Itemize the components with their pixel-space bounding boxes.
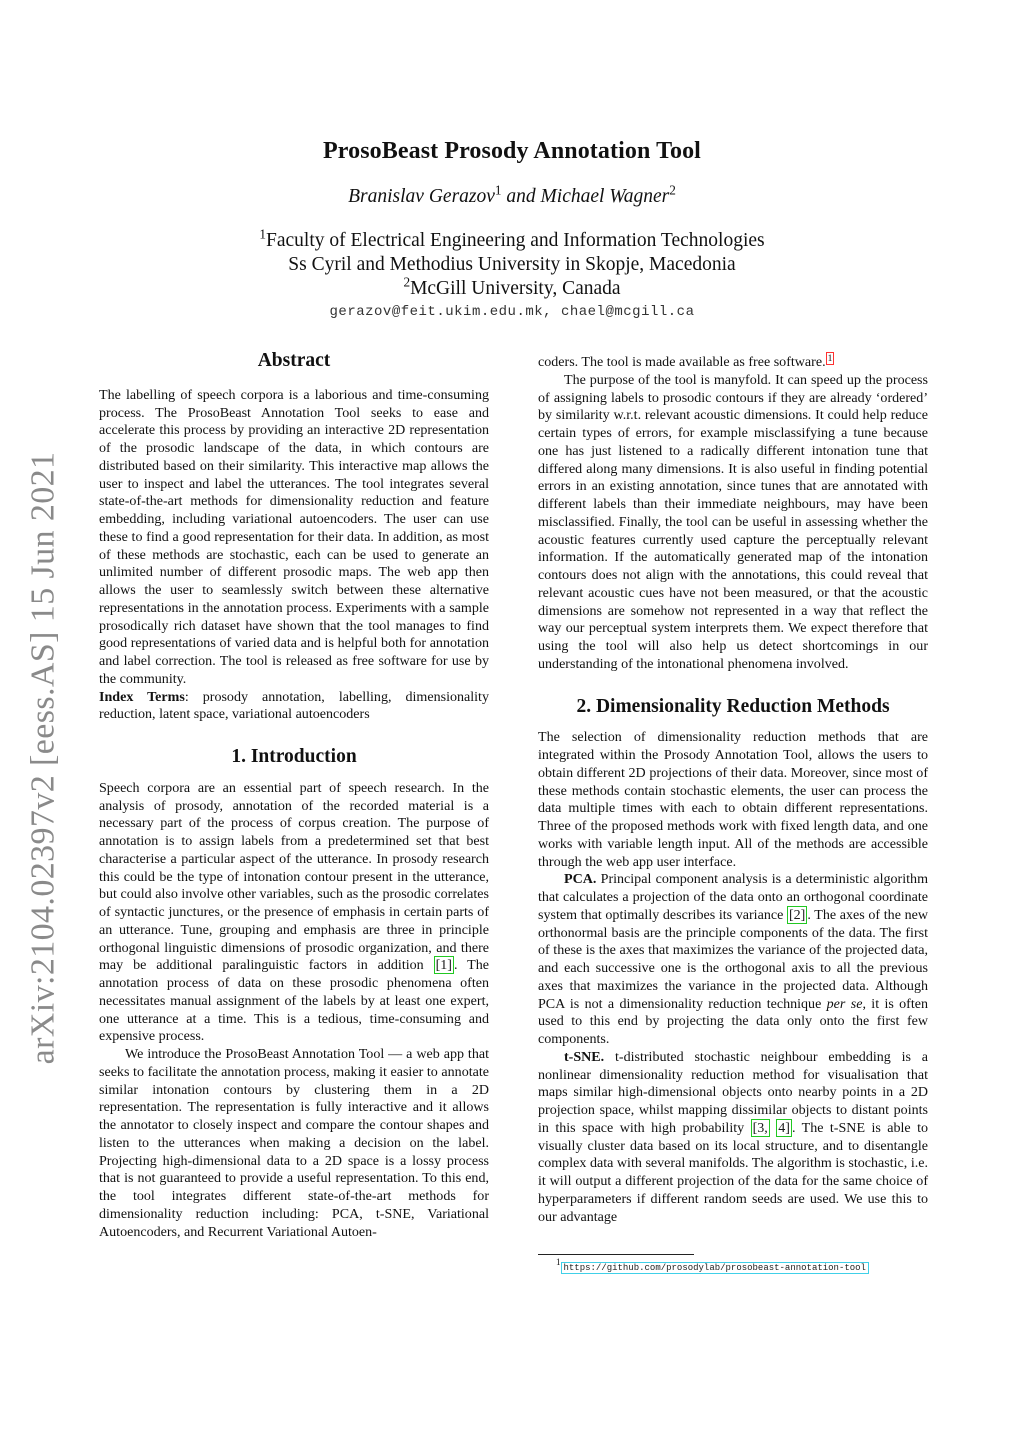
affiliation-1-line-2: Ss Cyril and Methodius University in Skopje, Macedonia — [288, 254, 736, 275]
arxiv-stamp-text: arXiv:2104.02397v2 [eess.AS] 15 Jun 2021 — [24, 451, 61, 1065]
author-2: Michael Wagner — [540, 186, 670, 207]
index-terms-text: : prosody annotation, labelling, dimensionality reduction, latent space, variational autoencoders — [99, 688, 489, 723]
pca-text-a: Principal component analysis is a deterministic algorithm that calculates a projection of the data onto an orthogonal coordinate system that optimally describes its variance — [538, 871, 928, 923]
intro-heading: 1. Introduction — [231, 746, 357, 767]
index-terms — [99, 689, 489, 725]
footnote-1-mark[interactable]: 1 — [827, 352, 833, 364]
intro-p1-part-b: . The annotation process of data on these prosodic phenomena often necessitates manual assignment of the labels by at least one expert, one utterance at a time. This is a tedious, time-consuming and expensive process. — [99, 957, 490, 1045]
intro-p1-part-a: Speech corpora are an essential part of speech research. In the analysis of prosody, annotation of the recorded material is a necessary part of the process of corpus creation. The purpose of annotation is to assign labels from a predetermined set that best characterise a particular aspect of the utterance. In prosody research this could be the type of intonation contour present in the utterance, but could also involve other variables, such as the prosodic correlates of syntactic junctures, or the presence of emphasis in certain parts of an utterance. Tune, grouping and emphasis are three in principle orthogonal linguistic dimensions of prosodic organization, and there may be additional paralinguistic factors in addition — [99, 779, 489, 974]
tsne-paragraph — [538, 1049, 928, 1227]
pca-text-c: , it is often used to this end by projecting the data only onto the first few components. — [538, 995, 929, 1047]
footnote-1-url[interactable]: https://github.com/prosodylab/prosobeast-annotation-tool — [561, 1262, 869, 1274]
tsne-text-a: t-distributed stochastic neighbour embedding is a nonlinear dimensionality reduction method for visualisation that maps similar high-dimensional objects onto nearby points in a 2D projection space, whilst mapping dissimilar objects to distant points in this space with high probability — [538, 1048, 928, 1136]
pca-text-b: . The axes of the new orthonormal basis are the principle components of the data. The first of these is the axes that maximizes the variance of the projected data, and each successive one is the orthogonal axis to all the previous axes that maximizes the variance in the projected data. Although PCA is not a dimensionality reduction technique — [538, 906, 928, 1012]
affiliation-2 — [0, 274, 1024, 300]
abstract-heading: Abstract — [257, 350, 331, 371]
index-terms-label: Index Terms — [99, 688, 185, 705]
per-se: per se — [826, 995, 863, 1012]
author-emails: gerazov@feit.ukim.edu.mk, chael@mcgill.ca — [329, 304, 695, 320]
citation-2[interactable]: [2] — [788, 906, 806, 923]
affil-1-text: Faculty of Electrical Engineering and Information Technologies — [266, 230, 765, 251]
author-1-affil: 1 — [494, 182, 502, 198]
citation-4[interactable]: 4] — [778, 1119, 790, 1136]
intro-paragraph-1 — [99, 780, 489, 1046]
intro-continuation — [538, 354, 928, 372]
footnote-rule — [538, 1254, 694, 1255]
right-column — [538, 354, 928, 1226]
tsne-label: t-SNE. — [564, 1048, 605, 1065]
footnote-1-number: 1 — [556, 1257, 561, 1267]
affil-1-mark: 1 — [259, 226, 266, 242]
left-column — [99, 352, 489, 1241]
pca-paragraph — [538, 871, 928, 1049]
intro-paragraph-2: We introduce the ProsoBeast Annotation Tool — a web app that seeks to facilitate the annotation process, making it easier to annotate similar intonation contours by clustering them in a 2D representation. The representation is fully interactive and it allows the annotator to closely inspect and compare the contour shapes and listen to the utterances when making a decision on the label. Projecting high-dimensional data to a 2D space is a lossy process that is not guaranteed to provide a useful representation. To this end, the tool integrates different state-of-the-art methods for dimensionality reduction including: PCA, t-SNE, Variational Autoencoders, and Recurrent Variational Autoen- — [99, 1046, 489, 1240]
pca-label: PCA. — [564, 871, 597, 888]
intro-cont-text: coders. The tool is made available as free software. — [538, 354, 826, 370]
citation-3[interactable]: [3, — [752, 1119, 768, 1136]
affil-2-mark: 2 — [403, 274, 411, 290]
citation-1[interactable]: [1] — [435, 957, 452, 974]
abstract-text: The labelling of speech corpora is a laborious and time-consuming process. The ProsoBeast Annotation Tool seeks to ease and accelerate this process by providing an interactive 2D representation of the prosodic landscape of the data, in which contours are distributed based on their similarity. This interactive map allows the user to inspect and label the utterances. The tool integrates several state-of-the-art methods for dimensionality reduction and feature embedding, including variational autoencoders. The user can use these to find a good representation for their data. In addition, as most of these methods are stochastic, each can be used to generate an unlimited number of different prosodic maps. The web app then allows the user to seamlessly switch between these alternative representations in the annotation process. Experiments with a sample prosodically rich dataset have shown that the tool manages to find good representations of varied data and is helpful both for annotation and label correction. The tool is released as free software for use by the community. — [99, 386, 489, 687]
author-and: and — [506, 186, 536, 207]
affiliation-1-line-1 — [0, 226, 1024, 252]
footnote-1 — [556, 1257, 869, 1273]
arxiv-stamp — [16, 448, 70, 1068]
author-line — [0, 182, 1024, 208]
section-2-heading: 2. Dimensionality Reduction Methods — [576, 695, 890, 717]
affil-2-text: McGill University, Canada — [410, 278, 621, 299]
author-1: Branislav Gerazov — [348, 186, 495, 207]
tsne-text-b: . The t-SNE is able to visually cluster data based on its local structure, and to disentangle complex data with several manifolds. The algorithm is stochastic, i.e. it will output a different projection of the data for the same choice of hyperparameters if different random seeds are used. We use this to our advantage — [538, 1119, 929, 1225]
author-2-affil: 2 — [669, 182, 676, 198]
paper-title: ProsoBeast Prosody Annotation Tool — [323, 138, 701, 164]
methods-intro-paragraph: The selection of dimensionality reduction methods that are integrated within the Prosody Annotation Tool, allows the users to obtain different 2D projections of their data. Moreover, since most of these methods contain stochastic elements, the user can process the data multiple times with each to obtain different representations. Three of the proposed methods work with fixed length data, and one works with variable length input. All of the methods are accessible through the web app user interface. — [538, 729, 928, 870]
purpose-paragraph: The purpose of the tool is manyfold. It can speed up the process of assigning labels to prosodic contours if they are already ‘ordered’ by similarity w.r.t. relevant acoustic dimensions. It could help reduce certain types of errors, for example misclassifying a tune because one has just listened to a radically different intonation tune that differed along many dimensions. It is also useful in finding potential errors in an existing annotation, since tunes that are annotated with different labels than their immediate neighbours, may have been misclassified. Finally, the tool can be useful in assessing whether the acoustic features currently used capture the perceptually relevant information. If the automatically generated map of the intonation contours does not align with the annotations, this could reveal that relevant acoustic cues have not been measured, or that the acoustic dimensions are somehow not represented in a way that reflect the way our perceptual system interprets them. We expect therefore that using the tool will also help us detect shortcomings in our understanding of the intonational phenomena involved. — [538, 371, 928, 672]
